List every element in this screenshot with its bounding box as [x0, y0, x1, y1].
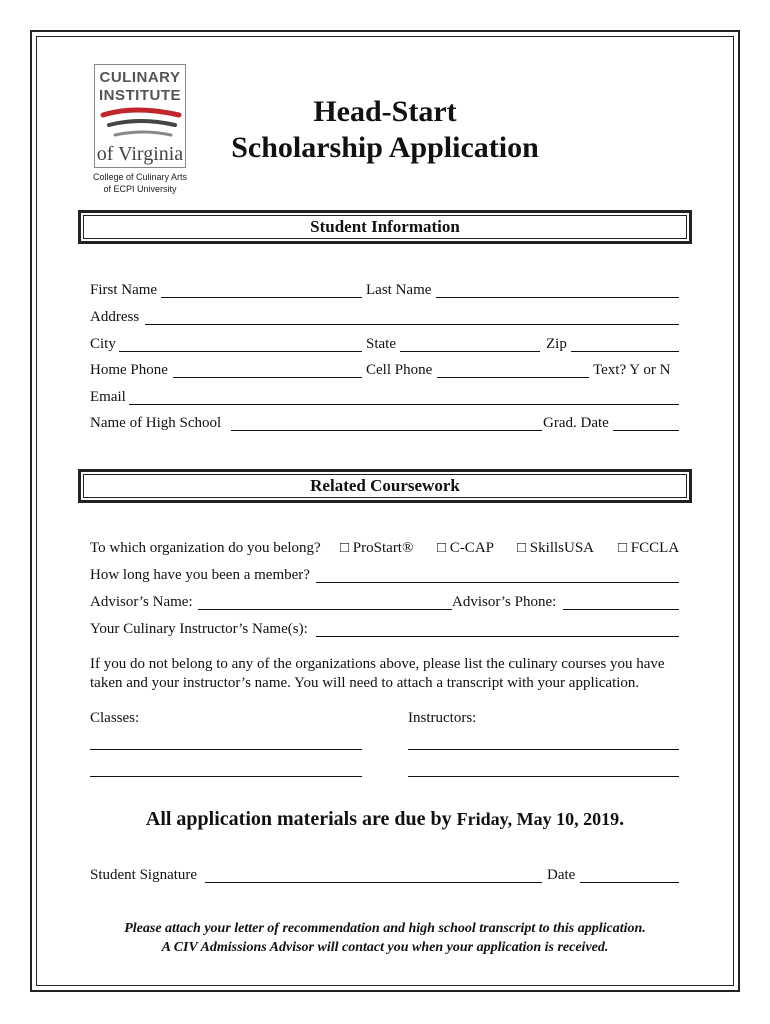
class-field-1[interactable] — [90, 749, 362, 750]
skillsusa-checkbox[interactable]: □ SkillsUSA — [517, 540, 594, 556]
address-field[interactable] — [145, 324, 679, 325]
text-yn-label: Text? Y or N — [593, 362, 671, 378]
signature-date-field[interactable] — [580, 882, 679, 883]
student-info-banner — [78, 210, 692, 244]
cell-phone-label: Cell Phone — [366, 362, 433, 378]
logo-subtitle-1: College of Culinary Arts — [92, 172, 188, 182]
due-date-notice — [90, 808, 680, 831]
coursework-instructions: If you do not belong to any of the organizations above, please list the culinary courses you have taken and your instructor’s name. You will need to attach a transcript with your application. — [90, 656, 665, 691]
zip-field[interactable] — [571, 351, 679, 352]
logo-subtitle-2: of ECPI University — [103, 184, 177, 194]
cell-phone-field[interactable] — [437, 377, 589, 378]
email-label: Email — [90, 389, 126, 405]
first-name-field[interactable] — [161, 297, 362, 298]
home-phone-label: Home Phone — [90, 362, 168, 378]
advisor-phone-label: Advisor’s Phone: — [452, 594, 557, 610]
due-date: Friday, May 10, 2019 — [456, 809, 620, 829]
signature-date-label: Date — [547, 867, 576, 883]
section-title: Related Coursework — [83, 474, 687, 498]
instructor-field-1[interactable] — [408, 749, 679, 750]
ccap-checkbox[interactable]: □ C-CAP — [437, 540, 494, 556]
footer-line-1: Please attach your letter of recommendation and high school transcript to this application. — [124, 921, 646, 936]
last-name-label: Last Name — [366, 282, 432, 298]
instructor-names-field[interactable] — [316, 636, 679, 637]
logo-line-2: INSTITUTE — [99, 87, 181, 104]
grad-date-label: Grad. Date — [543, 415, 609, 431]
classes-label: Classes: — [90, 710, 140, 726]
section-title: Student Information — [83, 215, 687, 239]
high-school-field[interactable] — [231, 430, 542, 431]
email-field[interactable] — [129, 404, 679, 405]
advisor-name-label: Advisor’s Name: — [90, 594, 193, 610]
city-label: City — [90, 336, 116, 352]
due-suffix: . — [619, 808, 625, 830]
prostart-checkbox[interactable]: □ ProStart® — [340, 540, 414, 556]
zip-label: Zip — [546, 336, 567, 352]
title-line-2: Scholarship Application — [231, 131, 539, 164]
member-question: How long have you been a member? — [90, 567, 310, 583]
class-field-2[interactable] — [90, 776, 362, 777]
first-name-label: First Name — [90, 282, 158, 298]
advisor-name-field[interactable] — [198, 609, 452, 610]
title-line-1: Head-Start — [313, 95, 457, 128]
student-signature-field[interactable] — [205, 882, 542, 883]
culinary-institute-logo — [94, 64, 186, 168]
state-label: State — [366, 336, 396, 352]
instructor-names-label: Your Culinary Instructor’s Name(s): — [90, 621, 308, 637]
city-field[interactable] — [119, 351, 362, 352]
home-phone-field[interactable] — [173, 377, 362, 378]
member-duration-field[interactable] — [316, 582, 679, 583]
student-signature-label: Student Signature — [90, 867, 198, 883]
instructor-field-2[interactable] — [408, 776, 679, 777]
logo-line-3: of Virginia — [96, 143, 184, 165]
last-name-field[interactable] — [436, 297, 679, 298]
fccla-checkbox[interactable]: □ FCCLA — [618, 540, 680, 556]
grad-date-field[interactable] — [613, 430, 679, 431]
high-school-label: Name of High School — [90, 415, 222, 431]
due-prefix: All application materials are due by — [145, 808, 457, 830]
logo-line-1: CULINARY — [99, 69, 181, 86]
logo-swoosh-icon — [95, 105, 187, 145]
org-question: To which organization do you belong? — [90, 540, 321, 556]
address-label: Address — [90, 309, 140, 325]
advisor-phone-field[interactable] — [563, 609, 679, 610]
coursework-banner — [78, 469, 692, 503]
state-field[interactable] — [400, 351, 540, 352]
instructors-label: Instructors: — [408, 710, 477, 726]
footer-line-2: A CIV Admissions Advisor will contact you when your application is received. — [161, 940, 609, 955]
